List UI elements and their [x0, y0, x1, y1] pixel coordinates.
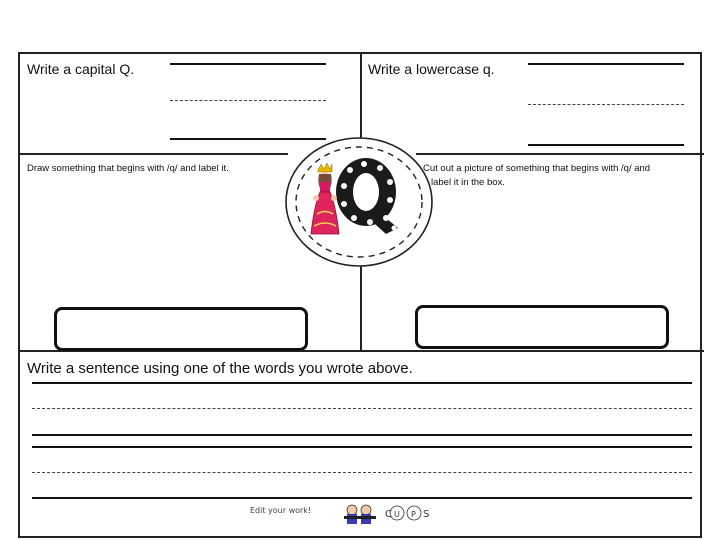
lowercase-q-prompt: Write a lowercase q.: [368, 61, 495, 77]
cups-letter-s: S: [423, 509, 430, 520]
lowercase-q-base-line: [528, 144, 684, 146]
middle-divider-left: [20, 153, 288, 155]
sentence-line-2-base: [32, 497, 692, 499]
cups-letter-u: U: [394, 510, 400, 519]
sentence-line-2-top: [32, 446, 692, 448]
cut-out-prompt-line1: Cut out a picture of something that begins with /q/ and: [423, 163, 651, 174]
q-letter-emblem: [284, 136, 434, 268]
editing-kids-icon: [342, 502, 378, 526]
lowercase-q-mid-line: [528, 104, 684, 105]
cups-letter-c: C: [385, 509, 392, 520]
worksheet: [18, 52, 702, 538]
sentence-line-1-base: [32, 434, 692, 436]
middle-divider-right: [416, 153, 704, 155]
cups-icon: [382, 503, 438, 525]
sentence-line-2-mid: [32, 472, 692, 473]
draw-label-box[interactable]: [54, 307, 308, 351]
edit-your-work-text: Edit your work!: [250, 506, 312, 515]
cut-out-prompt-line2: label it in the box.: [431, 177, 505, 188]
sentence-prompt: Write a sentence using one of the words you wrote above.: [27, 360, 413, 377]
draw-prompt: Draw something that begins with /q/ and label it.: [27, 163, 229, 174]
lowercase-q-top-line: [528, 63, 684, 65]
sentence-line-1-mid: [32, 408, 692, 409]
picture-label-box[interactable]: [415, 305, 669, 349]
sentence-line-1-top: [32, 382, 692, 384]
capital-q-top-line: [170, 63, 326, 65]
capital-q-mid-line: [170, 100, 326, 101]
cups-letter-p: P: [411, 510, 416, 519]
capital-q-prompt: Write a capital Q.: [27, 61, 135, 77]
